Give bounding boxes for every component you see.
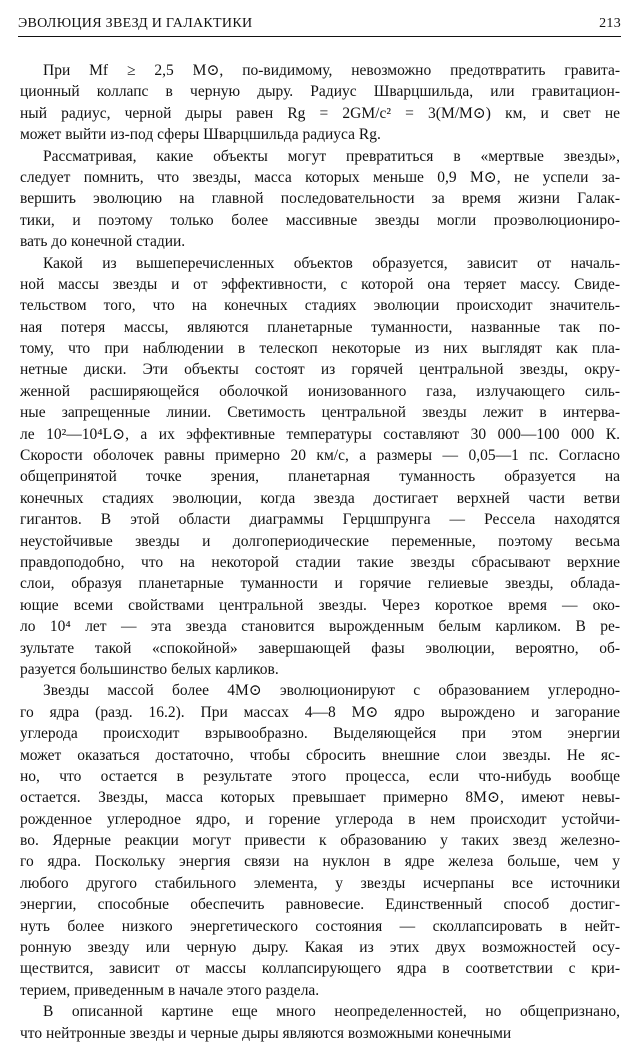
text-line: энергии, способные обеспечить равновесие. Единственный способ достиг- xyxy=(20,896,620,914)
text-line: ло 10⁴ лет — эта звезда становится вырожденным белым карликом. В ре- xyxy=(20,618,620,636)
text-line: рожденное углеродное ядро, и горение углерода в нем происходит устойчи- xyxy=(20,810,620,828)
text-line: Какой из вышеперечисленных объектов образуется, зависит от началь- xyxy=(43,254,620,272)
text-line: нуть более низкого энергетического состояния — сколлапсировать в нейт- xyxy=(20,917,620,935)
text-line: общепринятой точке зрения, планетарная туманность образуется на xyxy=(20,468,620,486)
text-line: гигантов. В этой области диаграммы Герцшпрунга — Рессела находятся xyxy=(20,511,620,529)
text-line: конечных стадиях эволюции, когда звезда достигает верхней части ветви xyxy=(20,489,620,507)
text-line: В описанной картине еще много неопределенностей, но общепризнано, xyxy=(43,1003,620,1021)
paragraph xyxy=(20,60,620,146)
text-line: но, что остается в результате этого процесса, если что-нибудь вообще xyxy=(20,767,620,785)
text-line: вать до конечной стадии. xyxy=(20,233,186,251)
text-line: слои, образуя планетарные туманности и горячие гелиевые звезды, облада- xyxy=(20,575,620,593)
text-line: что нейтронные звезды и черные дыры являются возможными конечными xyxy=(20,1024,512,1042)
text-line: Звезды массой более 4M⊙ эволюционируют с образованием углеродно- xyxy=(43,682,620,700)
text-line: вершить эволюцию на главной последовательности за время жизни Галак- xyxy=(20,190,620,208)
body-text xyxy=(20,60,620,1044)
text-line: может оказаться достаточно, чтобы сбросить внешние слои звезды. Не яс- xyxy=(20,746,620,764)
text-line: ронную звезду или черную дыру. Какая из этих двух возможностей осу- xyxy=(20,939,620,957)
text-line: разуется большинство белых карликов. xyxy=(20,660,279,678)
text-line: нетные диски. Эти объекты состоят из горячей центральной звезды, окру- xyxy=(20,361,620,379)
text-line: ной массы звезды и от эффективности, с которой она теряет массу. Свиде- xyxy=(20,275,620,293)
text-line: Рассматривая, какие объекты могут превратиться в «мертвые звезды», xyxy=(43,147,620,165)
text-line: во. Ядерные реакции могут привести к образованию у таких звезд железно- xyxy=(20,832,620,850)
text-line: правдоподобно, что на некоторой стадии такие звезды сбрасывают верхние xyxy=(20,553,620,571)
text-line: зультате такой «спокойной» завершающей фазы эволюции, вероятно, об- xyxy=(20,639,620,657)
text-line: следует помнить, что звезды, масса которых меньше 0,9 M⊙, не успели за- xyxy=(20,168,620,186)
text-line: женной расширяющейся оболочкой ионизованного газа, излучающего силь- xyxy=(20,382,620,400)
text-line: ционный коллапс в черную дыру. Радиус Шварцшильда, или гравитацион- xyxy=(20,83,620,101)
text-line: го ядра (разд. 16.2). При массах 4—8 M⊙ ядро вырождено и загорание xyxy=(20,703,620,721)
paragraph xyxy=(20,1001,620,1044)
text-line: тельством того, что на конечных стадиях эволюции происходит значитель- xyxy=(20,297,620,315)
text-line: остается. Звезды, масса которых превышает примерно 8M⊙, имеют невы- xyxy=(20,789,620,807)
running-title: ЭВОЛЮЦИЯ ЗВЕЗД И ГАЛАКТИКИ xyxy=(18,16,253,31)
paragraph xyxy=(20,680,620,1001)
text-line: ществится, зависит от массы коллапсирующего ядра в соответствии с кри- xyxy=(20,960,620,978)
text-line: тики, и поэтому только более массивные звезды могли проэволюциониро- xyxy=(20,211,620,229)
text-line: терием, приведенным в начале этого раздела. xyxy=(20,981,320,999)
running-header xyxy=(18,14,621,37)
text-line: любого другого стабильного элемента, у звезды исчерпаны все источники xyxy=(20,874,620,892)
text-line: ющие всеми свойствами центральной звезды. Через короткое время — око- xyxy=(20,596,620,614)
text-line: При Mf ≥ 2,5 M⊙, по-видимому, невозможно предотвратить гравита- xyxy=(43,62,620,79)
paragraph xyxy=(20,146,620,253)
paragraph xyxy=(20,253,620,681)
text-line: го ядра. Поскольку энергия связи на нуклон в ядре железа больше, чем у xyxy=(20,853,620,871)
text-line: неустойчивые звезды и долгопериодические переменные, поэтому весьма xyxy=(20,532,620,550)
text-line: может выйти из-под сферы Шварцшильда радиуса Rg. xyxy=(20,126,381,144)
text-line: углерода происходит взрывообразно. Выделяющейся при этом энергии xyxy=(20,725,620,743)
text-line: Скорости оболочек равны примерно 20 км/с, а размеры — 0,05—1 пс. Согласно xyxy=(20,447,620,465)
text-line: ный радиус, черной дыры равен Rg = 2GM/c² = 3(M/M⊙) км, и свет не xyxy=(20,104,620,122)
text-line: ные запрещенные линии. Светимость центральной звезды лежит в интерва- xyxy=(20,404,620,422)
text-line: ле 10²—10⁴L⊙, а их эффективные температуры составляют 30 000—100 000 К. xyxy=(20,425,620,443)
text-line: тому, что при наблюдении в телескоп некоторые из них выглядят как пла- xyxy=(20,340,620,358)
page-number: 213 xyxy=(599,16,621,31)
text-line: ная потеря массы, являются планетарные туманности, названные так по- xyxy=(20,318,620,336)
